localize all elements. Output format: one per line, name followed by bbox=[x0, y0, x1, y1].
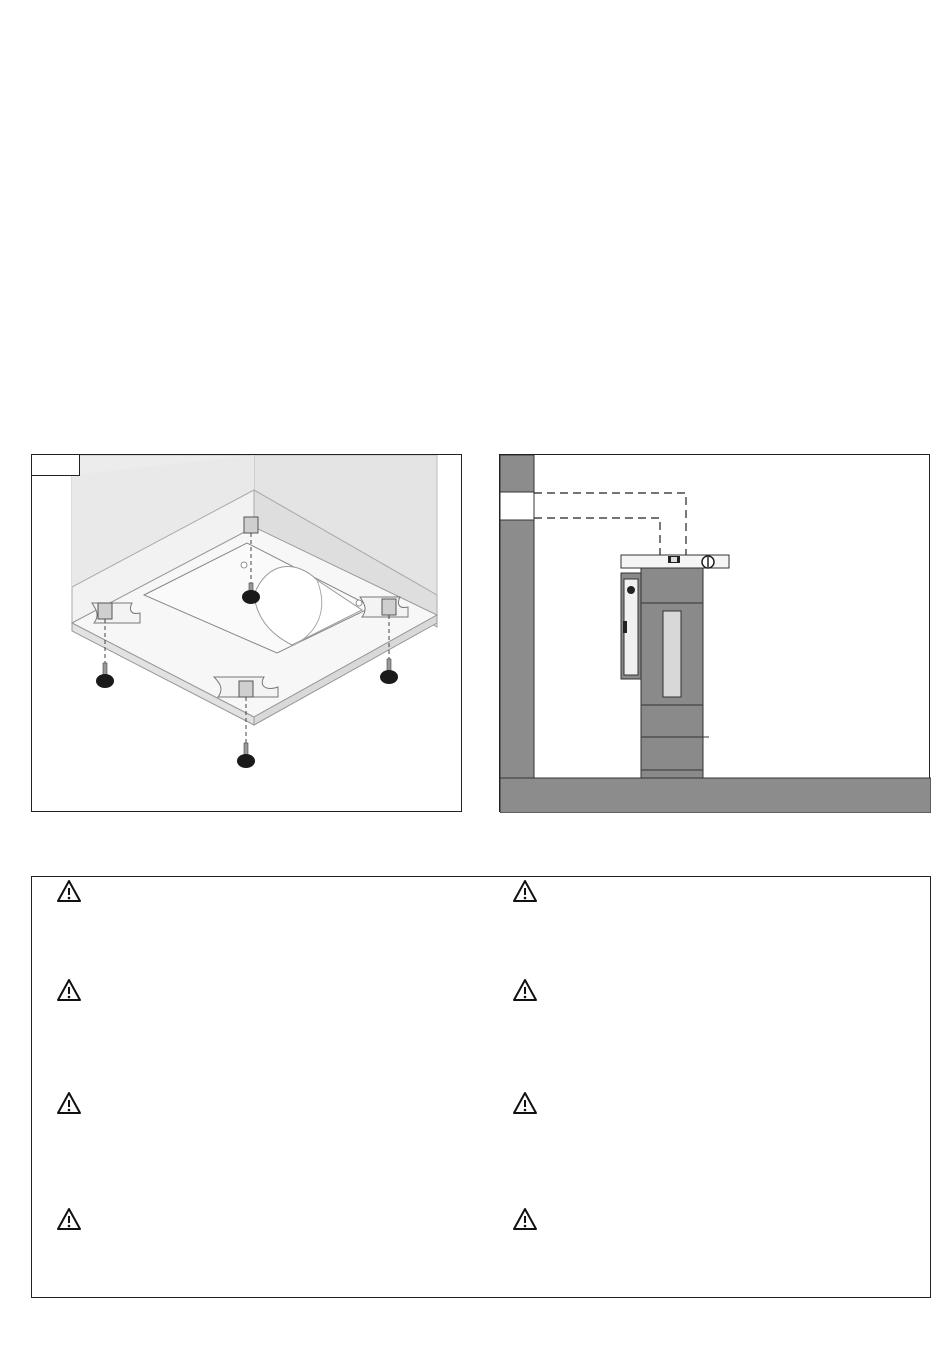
figure-tag-right bbox=[500, 492, 534, 520]
spirit-level-figure bbox=[499, 454, 930, 812]
warning-triangle-icon bbox=[56, 1091, 82, 1115]
spirit-level-wall-illustration bbox=[500, 455, 931, 813]
warning-triangle-icon bbox=[56, 879, 82, 903]
warning-triangle-icon bbox=[512, 1091, 538, 1115]
safety-warnings-box bbox=[31, 876, 931, 1298]
warning-triangle-icon bbox=[56, 1207, 82, 1231]
leveling-feet-figure bbox=[31, 454, 462, 812]
leveling-feet-illustration bbox=[32, 455, 463, 813]
warning-triangle-icon bbox=[512, 1207, 538, 1231]
warning-triangle-icon bbox=[512, 879, 538, 903]
figure-tag-left bbox=[32, 455, 80, 476]
warning-triangle-icon bbox=[56, 978, 82, 1002]
warning-triangle-icon bbox=[512, 978, 538, 1002]
